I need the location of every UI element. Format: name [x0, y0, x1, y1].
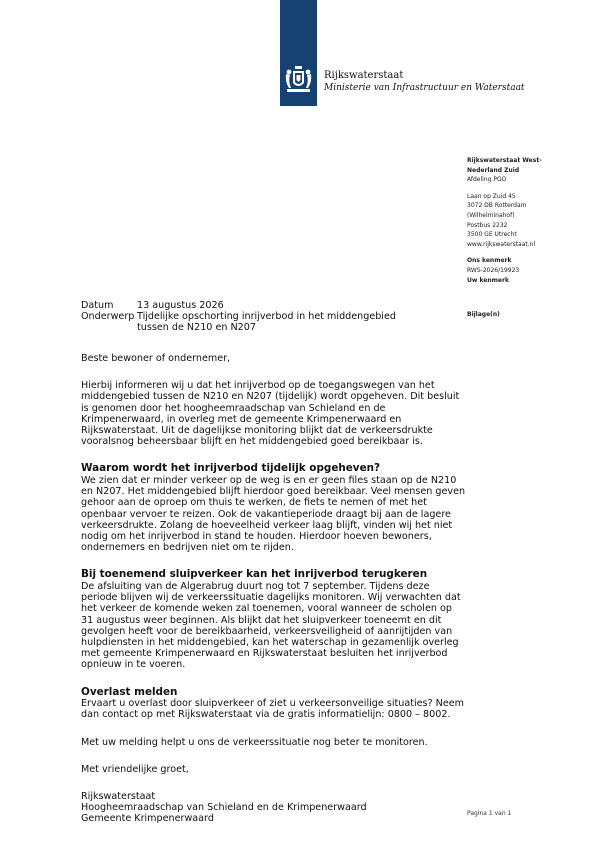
sender-org-line1: Rijkswaterstaat West-: [467, 157, 542, 164]
onderwerp-value: Tijdelijke opschorting inrijverbod in het middengebied tussen de N210 en N207: [137, 311, 396, 333]
sender-org-line2: Nederland Zuid: [467, 166, 520, 174]
uw-kenmerk-label: Uw kenmerk: [467, 276, 509, 284]
sender-department: Afdeling PGO: [467, 176, 507, 184]
section-paragraph: De afsluiting van de Algerabrug duurt nog tot 7 september. Tijdens deze periode blijven wij de verkeerssituatie dagelijks monitoren. Wij verwachten dat het verkeer de komende weken zal toenemen, vooral wanneer de scholen op 31 augustus weer beginnen. Als blijkt dat het sluipverkeer toeneemt en dit gevolgen heeft voor de bereikbaarheid, verkeersveiligheid of aanrijtijden van hulpdiensten in het middengebied, kan het waterschap in gezamenlijk overleg met gemeente Krimpenerwaard en Rijkswaterstaat besluiten het inrijverbod opnieuw in te voeren.: [81, 581, 461, 671]
logo-bar: [280, 0, 317, 106]
sender-website: www.rijkswaterstaat.nl: [467, 240, 536, 248]
intro-paragraph: Hierbij informeren wij u dat het inrijverbod op de toegangswegen van het middengebied tussen de N210 en N207 (tijdelijk) wordt opgeheven. Dit besluit is genomen door het hoogheemraadschap van Schieland en de Krimpenerwaard, in overleg met de gemeente Krimpenerwaard en Rijkswaterstaat. Uit de dagelijkse monitoring blijkt dat de verkeersdrukte vooralsnog beheersbaar blijft en het middengebied goed bereikbaar is.: [81, 380, 460, 448]
ons-kenmerk-label: Ons kenmerk: [467, 257, 512, 265]
ons-kenmerk-value: RWS-2026/19923: [467, 266, 520, 274]
page-number: Pagina 1 van 1: [467, 810, 512, 817]
signatories: [81, 791, 466, 825]
signatory: Rijkswaterstaat: [81, 791, 156, 803]
onderwerp-row: [81, 311, 407, 333]
section-heading: Overlast melden: [81, 685, 178, 698]
sender-address-line: 3072 DB Rotterdam: [467, 202, 527, 210]
sender-address-line: (Wilhelminahof): [467, 211, 515, 219]
logo-name: Rijkswaterstaat: [324, 70, 404, 81]
monitoring-paragraph: Met uw melding helpt u ons de verkeerssituatie nog beter te monitoren.: [81, 736, 428, 748]
bijlagen-label: Bijlage(n): [467, 311, 500, 319]
datum-value: 13 augustus 2026: [137, 300, 224, 311]
section-paragraph: Ervaart u overlast door sluipverkeer of ziet u verkeersonveilige situaties? Neem dan contact op met Rijkswaterstaat via de gratis informatielijn: 0800 – 8002.: [81, 698, 465, 721]
datum-row: [81, 300, 407, 311]
logo-ministry: Ministerie van Infrastructuur en Waterstaat: [324, 83, 525, 93]
onderwerp-label: Onderwerp: [81, 311, 135, 322]
letter-meta: [81, 300, 407, 333]
section-paragraph: We zien dat er minder verkeer op de weg is en er geen files staan op de N210 en N207. Het middengebied blijft hierdoor goed bereikbaar. Veel mensen geven gehoor aan de oproep om thuis te werken, de fiets te nemen of met het openbaar vervoer te reizen. Ook de vakantieperiode draagt bij aan de lagere verkeersdrukte. Zolang de hoeveelheid verkeer laag blijft, vinden wij het niet nodig om het inrijverbod in stand te houden. Hierdoor hoeven bewoners, ondernemers en bedrijven niet om te rijden.: [81, 475, 466, 554]
sender-address-line: Laan op Zuid 45: [467, 192, 516, 200]
closing: Met vriendelijke groet,: [81, 763, 189, 775]
coat-of-arms-icon: [283, 66, 314, 94]
signatory: Hoogheemraadschap van Schieland en de Krimpenerwaard: [81, 802, 367, 814]
sender-address-line: 3500 GE Utrecht: [467, 231, 517, 239]
section-heading: Waarom wordt het inrijverbod tijdelijk opgeheven?: [81, 462, 381, 475]
sender-sidebar: [467, 156, 587, 320]
salutation: Beste bewoner of ondernemer,: [81, 353, 231, 364]
letter-body: [81, 353, 466, 825]
datum-label: Datum: [81, 300, 114, 311]
sender-address-line: Postbus 2232: [467, 221, 508, 229]
signatory: Gemeente Krimpenerwaard: [81, 813, 214, 825]
section-heading: Bij toenemend sluipverkeer kan het inrijverbod terugkeren: [81, 568, 428, 581]
logo-wordmark: [324, 70, 525, 94]
